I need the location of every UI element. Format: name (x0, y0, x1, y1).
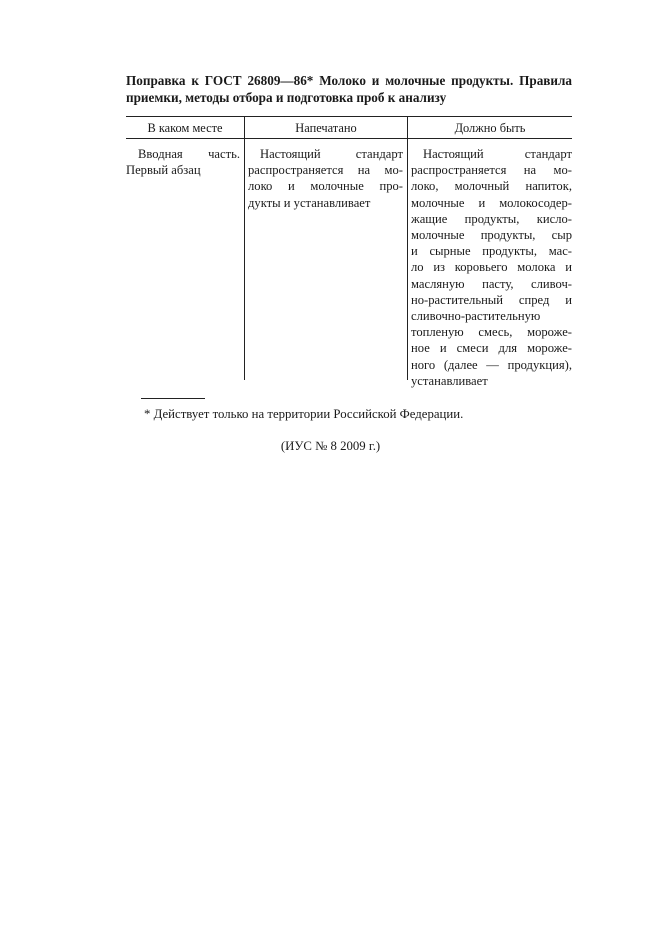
table-top-rule (126, 116, 572, 117)
should-be-line: и сырные продукты, мас- (411, 244, 572, 259)
should-be-line: сливочно-растительную (411, 309, 541, 324)
should-be-line: жащие продукты, кисло- (411, 211, 572, 226)
should-be-line: ного (далее — продукция), (411, 357, 572, 372)
should-be-line: распространяется на мо- (411, 163, 572, 178)
cell-printed (248, 146, 403, 211)
header-should-be: Должно быть (454, 121, 526, 135)
should-be-line: ло из коровьего молока и (411, 260, 572, 275)
table-header-rule (126, 138, 572, 139)
cell-location (126, 146, 240, 178)
header-location: В каком месте (147, 121, 223, 135)
footnote: * Действует только на территории Российской Федерации. (144, 407, 464, 421)
amendment-title (126, 72, 572, 106)
should-be-line: локо, молочный напиток, (411, 179, 572, 194)
should-be-line: ное и смеси для мороже- (411, 341, 572, 356)
location-line: Вводная часть. (138, 147, 240, 161)
cell-should-be (411, 146, 572, 389)
should-be-line: устанавливает (411, 373, 488, 388)
location-line: Первый абзац (126, 163, 201, 178)
should-be-line: молочные продукты, сыр (411, 228, 572, 243)
printed-line: дукты и устанавливает (248, 195, 371, 210)
printed-line: Настоящий стандарт (260, 147, 403, 161)
column-divider-2 (407, 116, 408, 380)
header-printed: Напечатано (295, 121, 357, 135)
printed-line: локо и молочные про- (248, 179, 403, 194)
should-be-line: масляную пасту, сливоч- (411, 276, 572, 291)
title-line-1: Поправка к ГОСТ 26809—86* Молоко и молочные продукты. Правила (126, 73, 572, 88)
should-be-line: Настоящий стандарт (423, 147, 572, 161)
footnote-rule (141, 398, 205, 399)
printed-line: распространяется на мо- (248, 163, 403, 178)
column-divider-1 (244, 116, 245, 380)
should-be-line: топленую смесь, мороже- (411, 325, 572, 340)
title-line-2: приемки, методы отбора и подготовка проб к анализу (126, 90, 447, 105)
source-reference: (ИУС № 8 2009 г.) (280, 439, 381, 453)
should-be-line: но-растительный спред и (411, 292, 572, 307)
should-be-line: молочные и молокосодер- (411, 195, 572, 210)
